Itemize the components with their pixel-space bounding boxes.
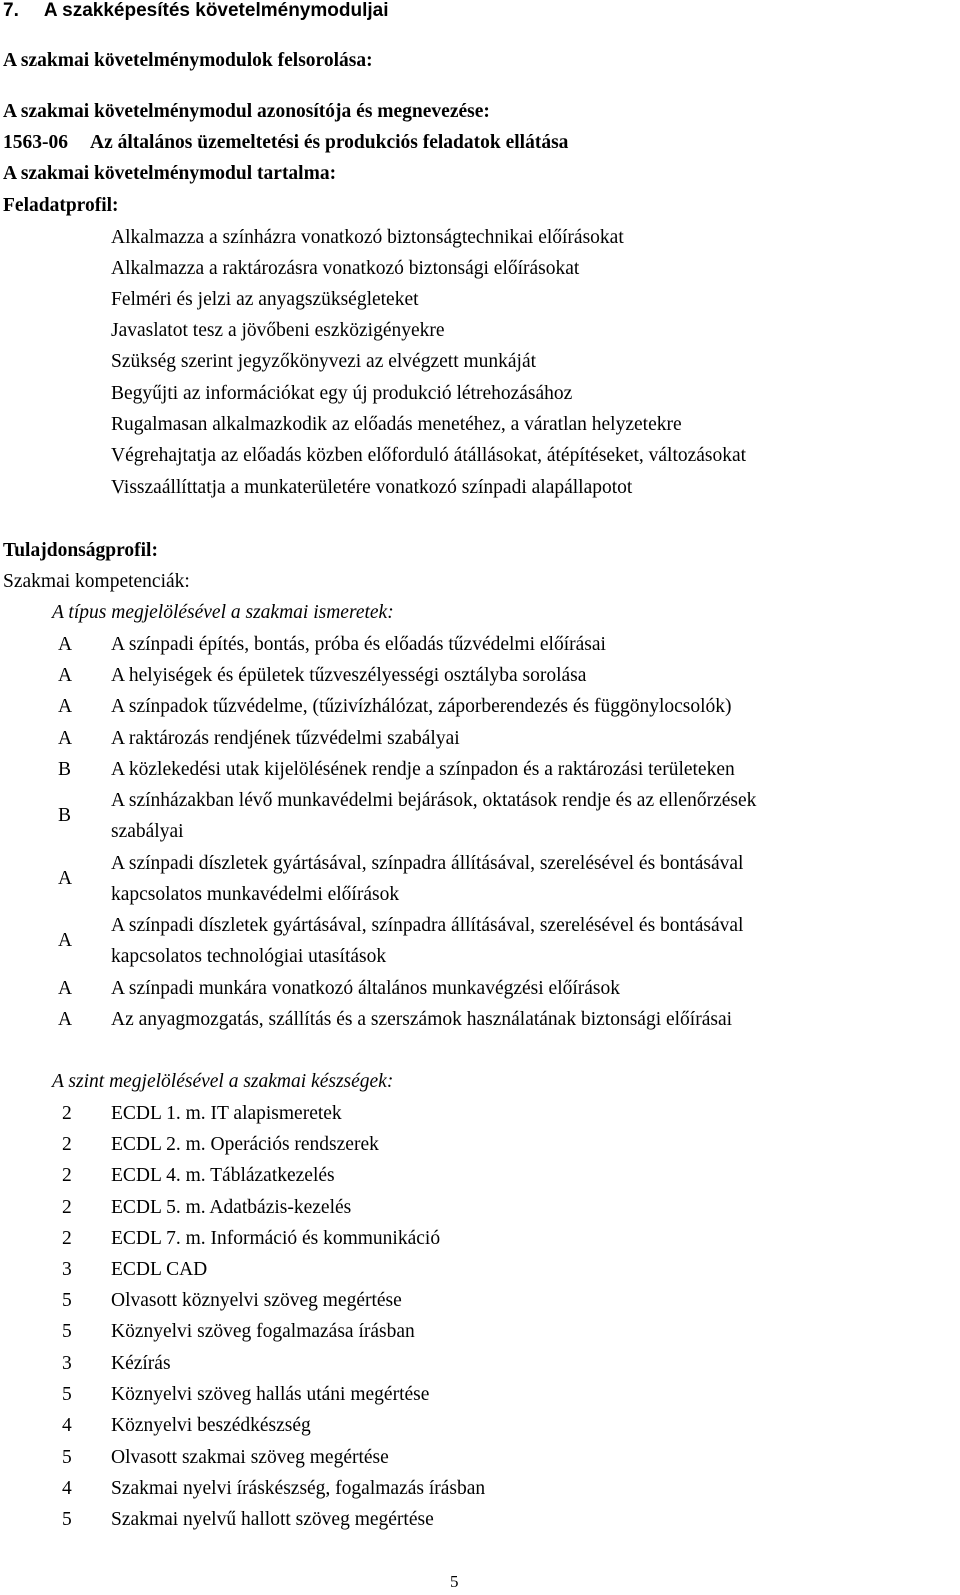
skill-level: 3 <box>62 1259 72 1280</box>
task-item: Alkalmazza a színházra vonatkozó biztonságtechnikai előírásokat <box>111 227 624 248</box>
skill-text: Olvasott köznyelvi szöveg megértése <box>111 1290 402 1311</box>
knowledge-type: A <box>58 978 73 999</box>
skill-level: 5 <box>62 1447 72 1468</box>
task-item: Végrehajtatja az előadás közben előforduló átállásokat, átépítéseket, változásokat <box>111 445 747 466</box>
knowledge-text-line1: A színpadi díszletek gyártásával, színpadra állításával, szerelésével és bontásával <box>111 915 744 936</box>
competencies-label: Szakmai kompetenciák: <box>3 571 190 592</box>
knowledge-text: A színpadi építés, bontás, próba és előadás tűzvédelmi előírásai <box>111 634 606 655</box>
knowledge-type: A <box>58 1009 73 1030</box>
skill-text: Köznyelvi szöveg hallás utáni megértése <box>111 1384 430 1405</box>
page-number: 5 <box>450 1572 459 1591</box>
skill-text: ECDL 5. m. Adatbázis-kezelés <box>111 1197 352 1218</box>
knowledge-text-line2: kapcsolatos munkavédelmi előírások <box>111 884 400 905</box>
knowledge-type: A <box>58 634 73 655</box>
skill-level: 2 <box>62 1103 72 1124</box>
knowledge-text-line1: A színpadi díszletek gyártásával, színpadra állításával, szerelésével és bontásával <box>111 853 744 874</box>
skill-text: ECDL 2. m. Operációs rendszerek <box>111 1134 379 1155</box>
skill-level: 5 <box>62 1509 72 1530</box>
skill-level: 5 <box>62 1321 72 1342</box>
knowledge-text: A színpadi munkára vonatkozó általános munkavégzési előírások <box>111 978 621 999</box>
skill-text: Köznyelvi szöveg fogalmazása írásban <box>111 1321 415 1342</box>
knowledge-heading: A típus megjelölésével a szakmai ismeretek: <box>52 602 394 623</box>
skills-heading: A szint megjelölésével a szakmai készségek: <box>52 1071 394 1092</box>
skill-level: 2 <box>62 1228 72 1249</box>
module-content-heading: A szakmai követelménymodul tartalma: <box>3 163 337 184</box>
knowledge-type: A <box>58 868 73 889</box>
knowledge-type: B <box>58 805 72 826</box>
skill-level: 4 <box>62 1478 72 1499</box>
knowledge-text-line2: szabályai <box>111 821 184 842</box>
knowledge-text: A helyiségek és épületek tűzveszélyességi osztályba sorolása <box>111 665 587 686</box>
section-title: A szakképesítés követelménymoduljai <box>43 0 389 21</box>
skill-level: 3 <box>62 1353 72 1374</box>
task-item: Begyűjti az információkat egy új produkció létrehozásához <box>111 383 573 404</box>
knowledge-text: Az anyagmozgatás, szállítás és a szerszámok használatának biztonsági előírásai <box>111 1009 733 1030</box>
module-name: Az általános üzemeltetési és produkciós feladatok ellátása <box>90 132 569 153</box>
trait-profile-heading: Tulajdonságprofil: <box>3 540 158 561</box>
skill-level: 2 <box>62 1134 72 1155</box>
module-code: 1563-06 <box>3 132 68 153</box>
skill-level: 2 <box>62 1197 72 1218</box>
skill-text: ECDL 1. m. IT alapismeretek <box>111 1103 342 1124</box>
knowledge-type: A <box>58 665 73 686</box>
knowledge-text: A közlekedési utak kijelölésének rendje a színpadon és a raktározási területeken <box>111 759 735 780</box>
knowledge-text-line1: A színházakban lévő munkavédelmi bejárások, oktatások rendje és az ellenőrzések <box>111 790 757 811</box>
skill-level: 5 <box>62 1384 72 1405</box>
task-item: Javaslatot tesz a jövőbeni eszközigényekre <box>111 320 445 341</box>
task-profile-heading: Feladatprofil: <box>3 195 119 216</box>
task-item: Visszaállíttatja a munkaterületére vonatkozó színpadi alapállapotot <box>111 477 633 498</box>
task-item: Alkalmazza a raktározásra vonatkozó biztonsági előírásokat <box>111 258 580 279</box>
skill-text: Olvasott szakmai szöveg megértése <box>111 1447 389 1468</box>
skill-level: 4 <box>62 1415 72 1436</box>
module-code-name <box>3 131 568 155</box>
knowledge-text-line2: kapcsolatos technológiai utasítások <box>111 946 387 967</box>
section-heading <box>3 0 388 23</box>
skill-level: 2 <box>62 1165 72 1186</box>
knowledge-type: A <box>58 696 73 717</box>
knowledge-type: B <box>58 759 72 780</box>
skill-text: Szakmai nyelvi íráskészség, fogalmazás írásban <box>111 1478 486 1499</box>
knowledge-text: A raktározás rendjének tűzvédelmi szabályai <box>111 728 460 749</box>
skill-text: Köznyelvi beszédkészség <box>111 1415 311 1436</box>
module-id-heading: A szakmai követelménymodul azonosítója és megnevezése: <box>3 101 490 122</box>
knowledge-text: A színpadok tűzvédelme, (tűzivízhálózat, záporberendezés és függönylocsolók) <box>111 696 732 717</box>
skill-text: ECDL 4. m. Táblázatkezelés <box>111 1165 335 1186</box>
skill-text: ECDL CAD <box>111 1259 208 1280</box>
task-item: Felméri és jelzi az anyagszükségleteket <box>111 289 419 310</box>
skill-text: Kézírás <box>111 1353 171 1374</box>
skill-level: 5 <box>62 1290 72 1311</box>
skill-text: Szakmai nyelvű hallott szöveg megértése <box>111 1509 434 1530</box>
knowledge-type: A <box>58 728 73 749</box>
task-item: Rugalmasan alkalmazkodik az előadás menetéhez, a váratlan helyzetekre <box>111 414 682 435</box>
modules-list-heading: A szakmai követelménymodulok felsorolása: <box>3 50 373 71</box>
knowledge-type: A <box>58 930 73 951</box>
skill-text: ECDL 7. m. Információ és kommunikáció <box>111 1228 441 1249</box>
task-item: Szükség szerint jegyzőkönyvezi az elvégzett munkáját <box>111 351 537 372</box>
section-number: 7. <box>3 0 19 21</box>
